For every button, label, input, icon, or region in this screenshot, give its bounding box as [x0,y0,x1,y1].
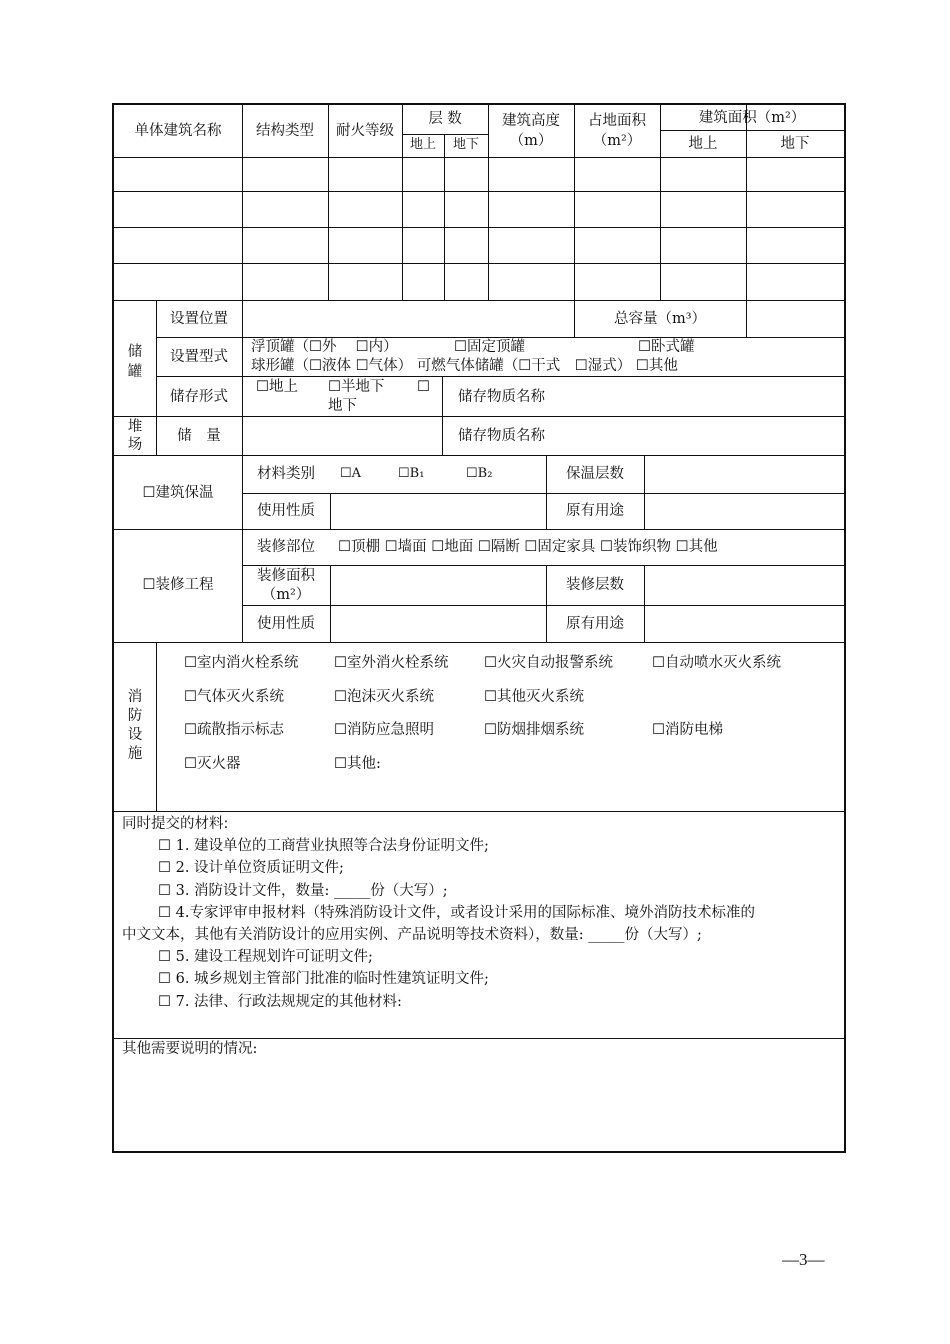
materials-item-7[interactable]: ☐ 7. 法律、行政法规规定的其他材料: [158,994,402,1010]
materials-item-3[interactable]: ☐ 3. 消防设计文件，数量: _____份（大写）; [158,883,448,899]
materials-title: 同时提交的材料: [122,816,229,832]
insulation-material-label: 材料类别 [257,466,315,482]
decoration-parts-options[interactable]: ☐顶棚 ☐墙面 ☐地面 ☐隔断 ☐固定家具 ☐装饰织物 ☐其他 [338,539,718,555]
other-notes-label: 其他需要说明的情况: [122,1041,258,1057]
tank-storage-form-label: 储存形式 [170,389,228,405]
tank-location-label: 设置位置 [170,311,228,327]
yard-group-label: 堆场 [127,419,143,453]
insulation-checkbox[interactable]: ☐建筑保温 [142,485,214,501]
materials-item-5[interactable]: ☐ 5. 建设工程规划许可证明文件; [158,949,373,965]
facility-other[interactable]: ☐其他: [334,756,381,772]
row-line [114,811,844,812]
row-line [114,263,844,264]
row-line [114,157,844,158]
tank-storage-below-label: 地下 [328,398,357,414]
header-structure-type: 结构类型 [256,123,314,139]
facilities-group-label: 消防设施 [127,689,143,762]
col-line [442,376,443,455]
tank-type-floating[interactable]: 浮顶罐（☐外 ☐内） [251,339,398,355]
col-line [644,455,645,529]
col-line [444,134,445,300]
row-line [114,227,844,228]
header-floors-above: 地上 [409,137,436,152]
fire-design-form [112,103,846,1153]
materials-item-1[interactable]: ☐ 1. 建设单位的工商营业执照等合法身份证明文件; [158,838,489,854]
col-line [330,565,331,642]
col-line [644,565,645,642]
tank-type-line2[interactable]: 球形罐（☐液体 ☐气体） 可燃气体储罐（☐干式 ☐湿式） ☐其他 [251,358,678,374]
header-footprint-unit: （m²） [592,133,642,149]
decoration-layers-label: 装修层数 [566,577,624,593]
row-line [402,134,488,135]
facility-evac-sign[interactable]: ☐疏散指示标志 [184,722,284,738]
facility-fire-elevator[interactable]: ☐消防电梯 [652,722,723,738]
header-height: 建筑高度 [502,113,560,129]
tank-substance-label: 储存物质名称 [458,389,545,405]
col-line [402,105,403,300]
facility-smoke-control[interactable]: ☐防烟排烟系统 [484,722,584,738]
header-footprint: 占地面积 [588,113,646,129]
insulation-opt-a[interactable]: ☐A [340,466,362,481]
row-line [660,130,844,131]
tank-storage-above[interactable]: ☐地上 [256,379,298,395]
facility-extinguisher[interactable]: ☐灭火器 [184,756,241,772]
row-line [156,376,844,377]
header-area-below: 地下 [780,136,810,152]
facility-indoor-hydrant[interactable]: ☐室内消火栓系统 [184,655,299,671]
row-line [242,565,844,566]
insulation-use-label: 使用性质 [257,503,315,519]
decoration-checkbox[interactable]: ☐装修工程 [142,577,214,593]
row-line [242,605,844,606]
row-line [114,191,844,192]
col-line [660,105,661,300]
row-line [114,416,844,417]
tank-type-fixed[interactable]: ☐固定顶罐 [454,339,525,355]
facility-outdoor-hydrant[interactable]: ☐室外消火栓系统 [334,655,449,671]
tank-capacity-label: 总容量（m³） [613,311,707,327]
facility-fire-alarm[interactable]: ☐火灾自动报警系统 [484,655,613,671]
facility-other-extinguish[interactable]: ☐其他灭火系统 [484,689,584,705]
page-number: —3— [782,1250,825,1269]
col-line [330,493,331,529]
facility-sprinkler[interactable]: ☐自动喷水灭火系统 [652,655,781,671]
header-floors: 层 数 [428,111,462,127]
decoration-orig-use-label: 原有用途 [566,616,624,632]
header-building-name: 单体建筑名称 [134,123,222,139]
materials-item-6[interactable]: ☐ 6. 城乡规划主管部门批准的临时性建筑证明文件; [158,971,489,987]
facility-gas-extinguish[interactable]: ☐气体灭火系统 [184,689,284,705]
decoration-area-label: 装修面积 [257,568,315,584]
decoration-area-unit: （m²） [261,587,311,603]
col-line [156,642,157,811]
row-line [156,337,844,338]
insulation-orig-use-label: 原有用途 [566,503,624,519]
facility-emergency-light[interactable]: ☐消防应急照明 [334,722,434,738]
row-line [114,529,844,530]
header-fire-rating: 耐火等级 [336,123,394,139]
decoration-parts-label: 装修部位 [257,539,315,555]
tank-storage-semi[interactable]: ☐半地下 [328,379,385,395]
decoration-use-label: 使用性质 [257,616,315,632]
insulation-opt-b2[interactable]: ☐B₂ [466,466,493,481]
header-floors-below: 地下 [452,137,479,152]
tank-type-label: 设置型式 [170,349,228,365]
header-height-unit: （m） [509,133,553,149]
tank-type-horizontal[interactable]: ☐卧式罐 [638,339,695,355]
insulation-opt-b1[interactable]: ☐B₁ [398,466,425,481]
row-line [114,642,844,643]
tank-storage-below-box[interactable]: ☐ [417,379,430,395]
materials-item-2[interactable]: ☐ 2. 设计单位资质证明文件; [158,860,344,876]
row-line [114,300,844,301]
row-line [242,493,844,494]
header-floor-area: 建筑面积（m²） [698,110,806,126]
tank-group-label: 储罐 [127,344,143,380]
yard-substance-label: 储存物质名称 [458,428,545,444]
materials-item-4[interactable]: ☐ 4.专家评审申报材料（特殊消防设计文件，或者设计采用的国际标准、境外消防技术标准的 [158,905,755,921]
row-line [114,455,844,456]
insulation-layers-label: 保温层数 [566,466,624,482]
row-line [114,1038,844,1039]
facility-foam[interactable]: ☐泡沫灭火系统 [334,689,434,705]
materials-item-4-cont: 中文文本，其他有关消防设计的应用实例、产品说明等技术资料），数量: _____份（大写）; [122,927,702,943]
header-area-above: 地上 [688,136,718,152]
yard-amount-label: 储 量 [177,428,221,444]
